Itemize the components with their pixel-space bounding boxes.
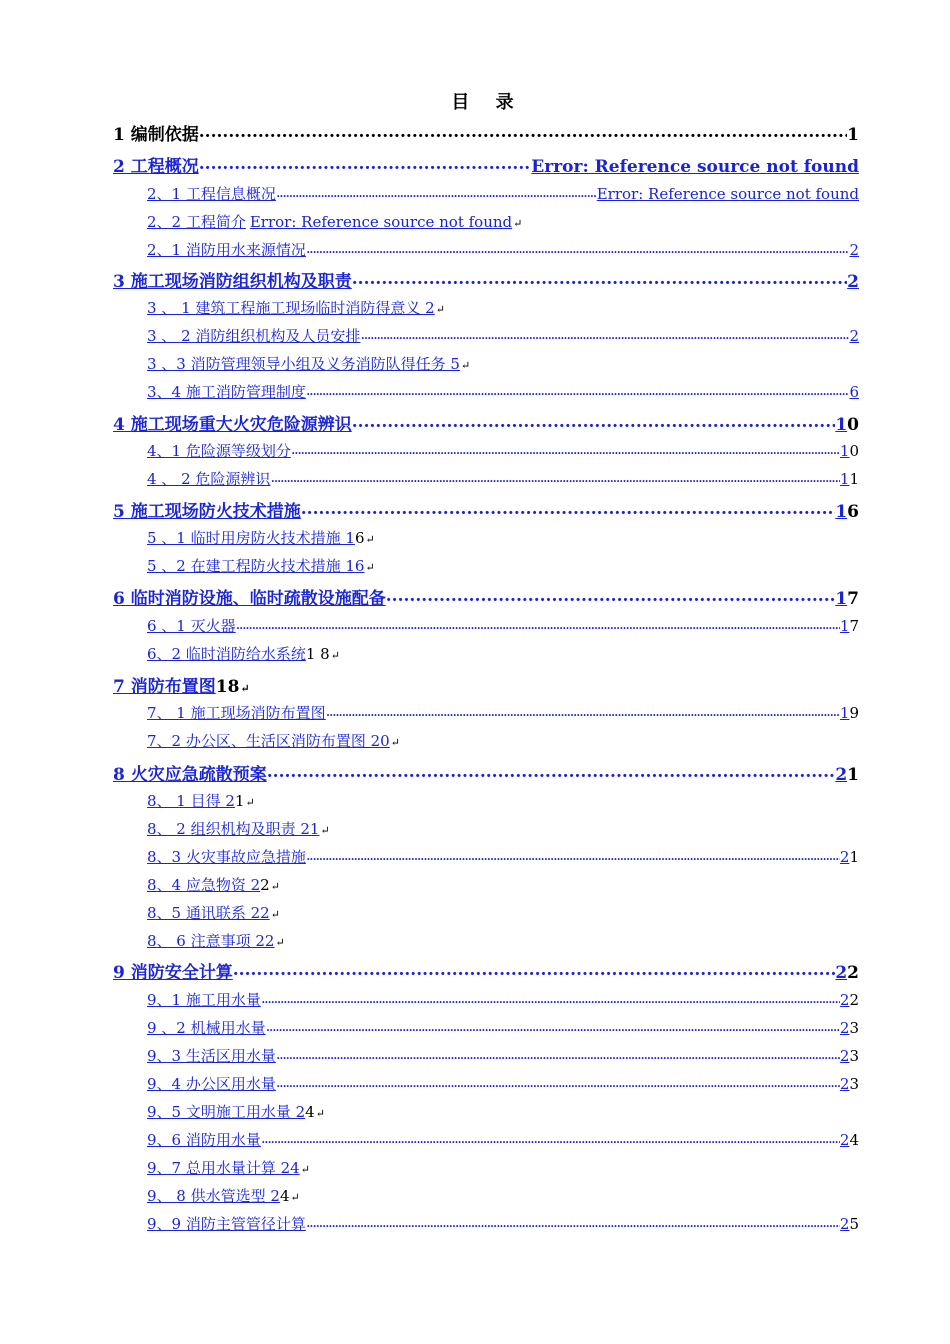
- toc-dot-leader: [360, 326, 849, 341]
- toc-entry-label: 7、2 办公区、生活区消防布置图 20: [147, 732, 390, 750]
- toc-entry-label: 8、5 通讯联系 22: [147, 904, 270, 922]
- toc-entry-chapter[interactable]: [113, 120, 859, 144]
- toc-entry-label: 9、5 文明施工用水量 2: [147, 1103, 306, 1121]
- paragraph-mark-icon: ↵: [460, 359, 471, 372]
- toc-entry-label: 8、3 火灾事故应急措施: [147, 848, 306, 866]
- toc-dot-leader: [306, 382, 850, 397]
- toc-page-number-suffix: 3: [849, 1075, 859, 1093]
- toc-link[interactable]: [113, 672, 216, 696]
- toc-entry-section[interactable]: [147, 325, 859, 349]
- toc-entry-label: 6 临时消防设施、临时疏散设施配备: [113, 589, 386, 608]
- toc-entry-section[interactable]: [147, 527, 859, 551]
- toc-page-number-suffix: 1: [234, 792, 245, 810]
- toc-entry-section[interactable]: [147, 440, 859, 464]
- toc-page-number-suffix: 7: [849, 617, 859, 635]
- toc-link[interactable]: [147, 325, 859, 346]
- toc-link[interactable]: [147, 702, 849, 723]
- toc-page-number: 1: [835, 502, 848, 521]
- toc-link[interactable]: [113, 497, 847, 521]
- toc-page-number-suffix: 4: [849, 1131, 859, 1149]
- toc-link[interactable]: [147, 1073, 849, 1094]
- toc-entry-label: 8、 2 组织机构及职责 21: [147, 820, 320, 838]
- toc-link[interactable]: [147, 989, 849, 1010]
- toc-link[interactable]: [147, 527, 355, 548]
- toc-entry-label: 9、4 办公区用水量: [147, 1075, 276, 1093]
- toc-entry-label: 2、1 工程信息概况: [147, 185, 276, 203]
- toc-entry-label: 5 、1 临时用房防火技术措施 1: [147, 529, 355, 547]
- toc-link[interactable]: [147, 183, 859, 204]
- toc-page-number-suffix: 1: [849, 470, 859, 488]
- toc-entry-section[interactable]: [147, 239, 859, 263]
- toc-entry-label: 8、 6 注意事项 22: [147, 932, 275, 950]
- paragraph-mark-icon: ↵: [270, 880, 280, 893]
- paragraph-mark-icon: ↵: [330, 649, 340, 662]
- toc-page-number: Error: Reference source not found: [249, 213, 513, 231]
- toc-entry-section[interactable]: [147, 297, 859, 321]
- toc-page-number: 2: [849, 241, 859, 259]
- toc-entry-section[interactable]: [147, 381, 859, 405]
- toc-page-number: 2: [839, 1215, 850, 1233]
- paragraph-mark-icon: ↵: [365, 561, 375, 574]
- toc-entry-section[interactable]: [147, 615, 859, 639]
- toc-entry-section[interactable]: [147, 643, 859, 667]
- toc-entry-section[interactable]: [147, 989, 859, 1013]
- toc-entry-section[interactable]: [147, 790, 859, 814]
- toc-dot-leader: [326, 703, 840, 718]
- toc-entry-label: 3 、 1 建筑工程施工现场临时消防得意义 2: [147, 299, 435, 317]
- paragraph-mark-icon: ↵: [275, 936, 285, 949]
- toc-page-number-suffix: 1: [849, 848, 859, 866]
- toc-entry-section[interactable]: [147, 702, 859, 726]
- toc-link[interactable]: [113, 120, 859, 144]
- toc-link[interactable]: [147, 846, 849, 867]
- toc-dot-leader: [276, 1074, 840, 1089]
- toc-dot-leader: [306, 240, 850, 255]
- toc-entry-chapter[interactable]: [113, 760, 859, 784]
- toc-link[interactable]: [147, 297, 435, 318]
- toc-page-number-suffix: 6: [847, 502, 859, 521]
- paragraph-mark-icon: ↵: [245, 796, 255, 809]
- toc-entry-section[interactable]: [147, 1101, 859, 1125]
- toc-page-number-suffix: 2: [849, 991, 859, 1009]
- toc-entry-label: 6、2 临时消防给水系统: [147, 645, 306, 663]
- toc-entry-label: 7、 1 施工现场消防布置图: [147, 704, 326, 722]
- toc-page-number: 1: [839, 470, 850, 488]
- toc-page-number-suffix: 3: [849, 1047, 859, 1065]
- toc-dot-leader: [306, 1214, 840, 1229]
- toc-entry-chapter[interactable]: [113, 497, 859, 521]
- toc-entry-section[interactable]: [147, 183, 859, 207]
- toc-link[interactable]: [113, 760, 847, 784]
- toc-dot-leader: [301, 500, 836, 517]
- toc-dot-leader: [291, 441, 840, 456]
- toc-entry-section[interactable]: [147, 353, 859, 377]
- toc-link[interactable]: [113, 152, 859, 176]
- toc-link[interactable]: [113, 584, 847, 608]
- toc-link[interactable]: [147, 468, 849, 489]
- toc-entry-section[interactable]: [147, 1045, 859, 1069]
- toc-page-number-suffix: 2: [847, 963, 859, 982]
- toc-page-number-suffix: 2: [260, 876, 270, 894]
- toc-entry-label: 8、4 应急物资 2: [147, 876, 261, 894]
- toc-page-number: 2: [839, 1131, 850, 1149]
- toc-page-number-suffix: 5: [849, 1215, 859, 1233]
- toc-page-number-suffix: 3: [849, 1019, 859, 1037]
- toc-page-number-suffix: 7: [847, 589, 859, 608]
- toc-link[interactable]: [147, 790, 235, 811]
- paragraph-mark-icon: ↵: [513, 217, 523, 230]
- toc-dot-leader: [266, 1018, 840, 1033]
- toc-entry-section[interactable]: [147, 730, 859, 754]
- toc-page-number-suffix: 6: [354, 529, 365, 547]
- toc-entry-section[interactable]: [147, 818, 859, 842]
- paragraph-mark-icon: ↵: [320, 824, 330, 837]
- toc-page-number-suffix: 0: [847, 415, 859, 434]
- toc-entry-section[interactable]: [147, 468, 859, 492]
- paragraph-mark-icon: ↵: [270, 908, 280, 921]
- toc-page-number-suffix: 18: [215, 677, 240, 696]
- toc-page-number-suffix: 0: [849, 442, 859, 460]
- toc-title: 目 录: [451, 92, 524, 113]
- toc-dot-leader: [306, 847, 840, 862]
- toc-page-number-suffix: 1: [847, 765, 859, 784]
- toc-entry-label: 9 消防安全计算: [113, 963, 233, 982]
- toc-entry-chapter[interactable]: [113, 267, 859, 291]
- toc-page-number: 1: [839, 442, 850, 460]
- toc-dot-leader: [276, 1046, 840, 1061]
- paragraph-mark-icon: ↵: [300, 1163, 310, 1176]
- toc-link[interactable]: [147, 381, 859, 402]
- toc-entry-section[interactable]: [147, 1157, 859, 1181]
- toc-entry-label: 3 、3 消防管理领导小组及义务消防队得任务 5: [147, 355, 460, 373]
- toc-dot-leader: [267, 763, 836, 780]
- toc-page-number-suffix: 4: [279, 1187, 290, 1205]
- toc-link[interactable]: [147, 615, 849, 636]
- toc-link[interactable]: [147, 353, 460, 374]
- paragraph-mark-icon: ↵: [315, 1107, 325, 1120]
- toc-link[interactable]: [147, 874, 260, 895]
- toc-entry-section[interactable]: [147, 846, 859, 870]
- toc-link[interactable]: [113, 267, 859, 291]
- toc-entry-label: 4 、 2 危险源辨识: [147, 470, 271, 488]
- paragraph-mark-icon: ↵: [390, 736, 400, 749]
- toc-entry-label: 9 、2 机械用水量: [147, 1019, 266, 1037]
- toc-entry-label: 6 、1 灭火器: [147, 617, 236, 635]
- toc-link[interactable]: [147, 1045, 849, 1066]
- toc-link[interactable]: [147, 1017, 849, 1038]
- toc-entry-label: 9、7 总用水量计算 24: [147, 1159, 300, 1177]
- toc-link[interactable]: [147, 930, 274, 951]
- toc-entry-label: 9、3 生活区用水量: [147, 1047, 276, 1065]
- toc-entry-section[interactable]: [147, 1129, 859, 1153]
- toc-entry-label: 7 消防布置图: [113, 677, 216, 696]
- toc-page-number: 1: [835, 415, 848, 434]
- toc-page-number-suffix: 1 8: [305, 645, 330, 663]
- toc-link[interactable]: [147, 643, 306, 664]
- toc-page-number: 2: [839, 991, 850, 1009]
- toc-entry-label: 8、 1 目得 2: [147, 792, 235, 810]
- toc-page-number: 2: [839, 1047, 850, 1065]
- toc-page-number: 2: [839, 1019, 850, 1037]
- toc-entry-label: 5 、2 在建工程防火技术措施 16: [147, 557, 365, 575]
- toc-link[interactable]: [113, 958, 847, 982]
- toc-entry-chapter[interactable]: [113, 152, 859, 176]
- toc-entry-section[interactable]: [147, 930, 859, 954]
- toc-entry-label: 2、1 消防用水来源情况: [147, 241, 306, 259]
- toc-link[interactable]: [147, 818, 319, 839]
- toc-page-number-suffix: 4: [305, 1103, 315, 1121]
- toc-entry-section[interactable]: [147, 1185, 859, 1209]
- paragraph-mark-icon: ↵: [365, 533, 375, 546]
- paragraph-mark-icon: ↵: [290, 1191, 300, 1204]
- toc-dot-leader: [352, 413, 836, 430]
- toc-link[interactable]: [147, 555, 364, 576]
- toc-link[interactable]: [147, 1129, 849, 1150]
- toc-entry-chapter[interactable]: [113, 672, 859, 696]
- toc-link[interactable]: [147, 1213, 849, 1234]
- toc-page-number: 2: [839, 1075, 850, 1093]
- toc-entry-label: 2、2 工程简介: [147, 213, 246, 231]
- toc-page-number: 2: [849, 327, 859, 345]
- toc-entry-label: 3 施工现场消防组织机构及职责: [113, 272, 352, 291]
- toc-page-number: 2: [847, 272, 859, 291]
- toc-entry-chapter[interactable]: [113, 410, 859, 434]
- toc-entry-label: 3 、 2 消防组织机构及人员安排: [147, 327, 361, 345]
- toc-link[interactable]: [147, 211, 512, 232]
- toc-dot-leader: [233, 961, 836, 978]
- toc-entry-label: 8 火灾应急疏散预案: [113, 765, 267, 784]
- paragraph-mark-icon: ↵: [435, 303, 445, 316]
- toc-link[interactable]: [147, 730, 390, 751]
- toc-dot-leader: [270, 469, 840, 484]
- toc-page-number: 1: [839, 704, 850, 722]
- toc-entry-label: 3、4 施工消防管理制度: [147, 383, 306, 401]
- toc-link[interactable]: [147, 1157, 300, 1178]
- toc-entry-section[interactable]: [147, 1213, 859, 1237]
- toc-page-number: Error: Reference source not found: [596, 185, 859, 203]
- toc-link[interactable]: [113, 410, 847, 434]
- toc-entry-label: 9、1 施工用水量: [147, 991, 261, 1009]
- toc-entry-label: 4、1 危险源等级划分: [147, 442, 291, 460]
- toc-dot-leader: [199, 123, 847, 140]
- toc-entry-chapter[interactable]: [113, 584, 859, 608]
- toc-link[interactable]: [147, 902, 270, 923]
- toc-page-number: 2: [835, 765, 848, 784]
- toc-entry-label: 9、6 消防用水量: [147, 1131, 261, 1149]
- toc-dot-leader: [236, 616, 840, 631]
- toc-entry-section[interactable]: [147, 1073, 859, 1097]
- toc-dot-leader: [261, 990, 840, 1005]
- toc-entry-label: 4 施工现场重大火灾危险源辨识: [113, 415, 352, 434]
- toc-entry-label: 9、9 消防主管管径计算: [147, 1215, 306, 1233]
- toc-page-number: 6: [849, 383, 859, 401]
- toc-link[interactable]: [147, 440, 849, 461]
- toc-page-number: 2: [835, 963, 848, 982]
- toc-link[interactable]: [147, 1185, 280, 1206]
- toc-dot-leader: [386, 587, 836, 604]
- toc-entry-section[interactable]: [147, 874, 859, 898]
- toc-page-number: 1: [847, 125, 859, 144]
- toc-page-number: 1: [839, 617, 850, 635]
- toc-entry-label: 9、 8 供水管选型 2: [147, 1187, 280, 1205]
- toc-entry-section[interactable]: [147, 211, 859, 235]
- toc-page-number-suffix: 9: [849, 704, 859, 722]
- toc-link[interactable]: [147, 239, 859, 260]
- toc-entry-section[interactable]: [147, 1017, 859, 1041]
- toc-entry-label: 5 施工现场防火技术措施: [113, 502, 301, 521]
- toc-entry-section[interactable]: [147, 555, 859, 579]
- toc-dot-leader: [199, 155, 532, 172]
- toc-entry-label: 2 工程概况: [113, 157, 199, 176]
- toc-page-number: Error: Reference source not found: [531, 157, 859, 176]
- toc-entry-chapter[interactable]: [113, 958, 859, 982]
- toc-page-number: 2: [839, 848, 850, 866]
- toc-entry-label: 1 编制依据: [113, 125, 199, 144]
- toc-dot-leader: [261, 1130, 840, 1145]
- toc-entry-section[interactable]: [147, 902, 859, 926]
- toc-page-number: 1: [835, 589, 848, 608]
- toc-link[interactable]: [147, 1101, 305, 1122]
- toc-dot-leader: [352, 270, 847, 287]
- toc-dot-leader: [276, 184, 597, 199]
- paragraph-mark-icon: ↵: [240, 682, 250, 695]
